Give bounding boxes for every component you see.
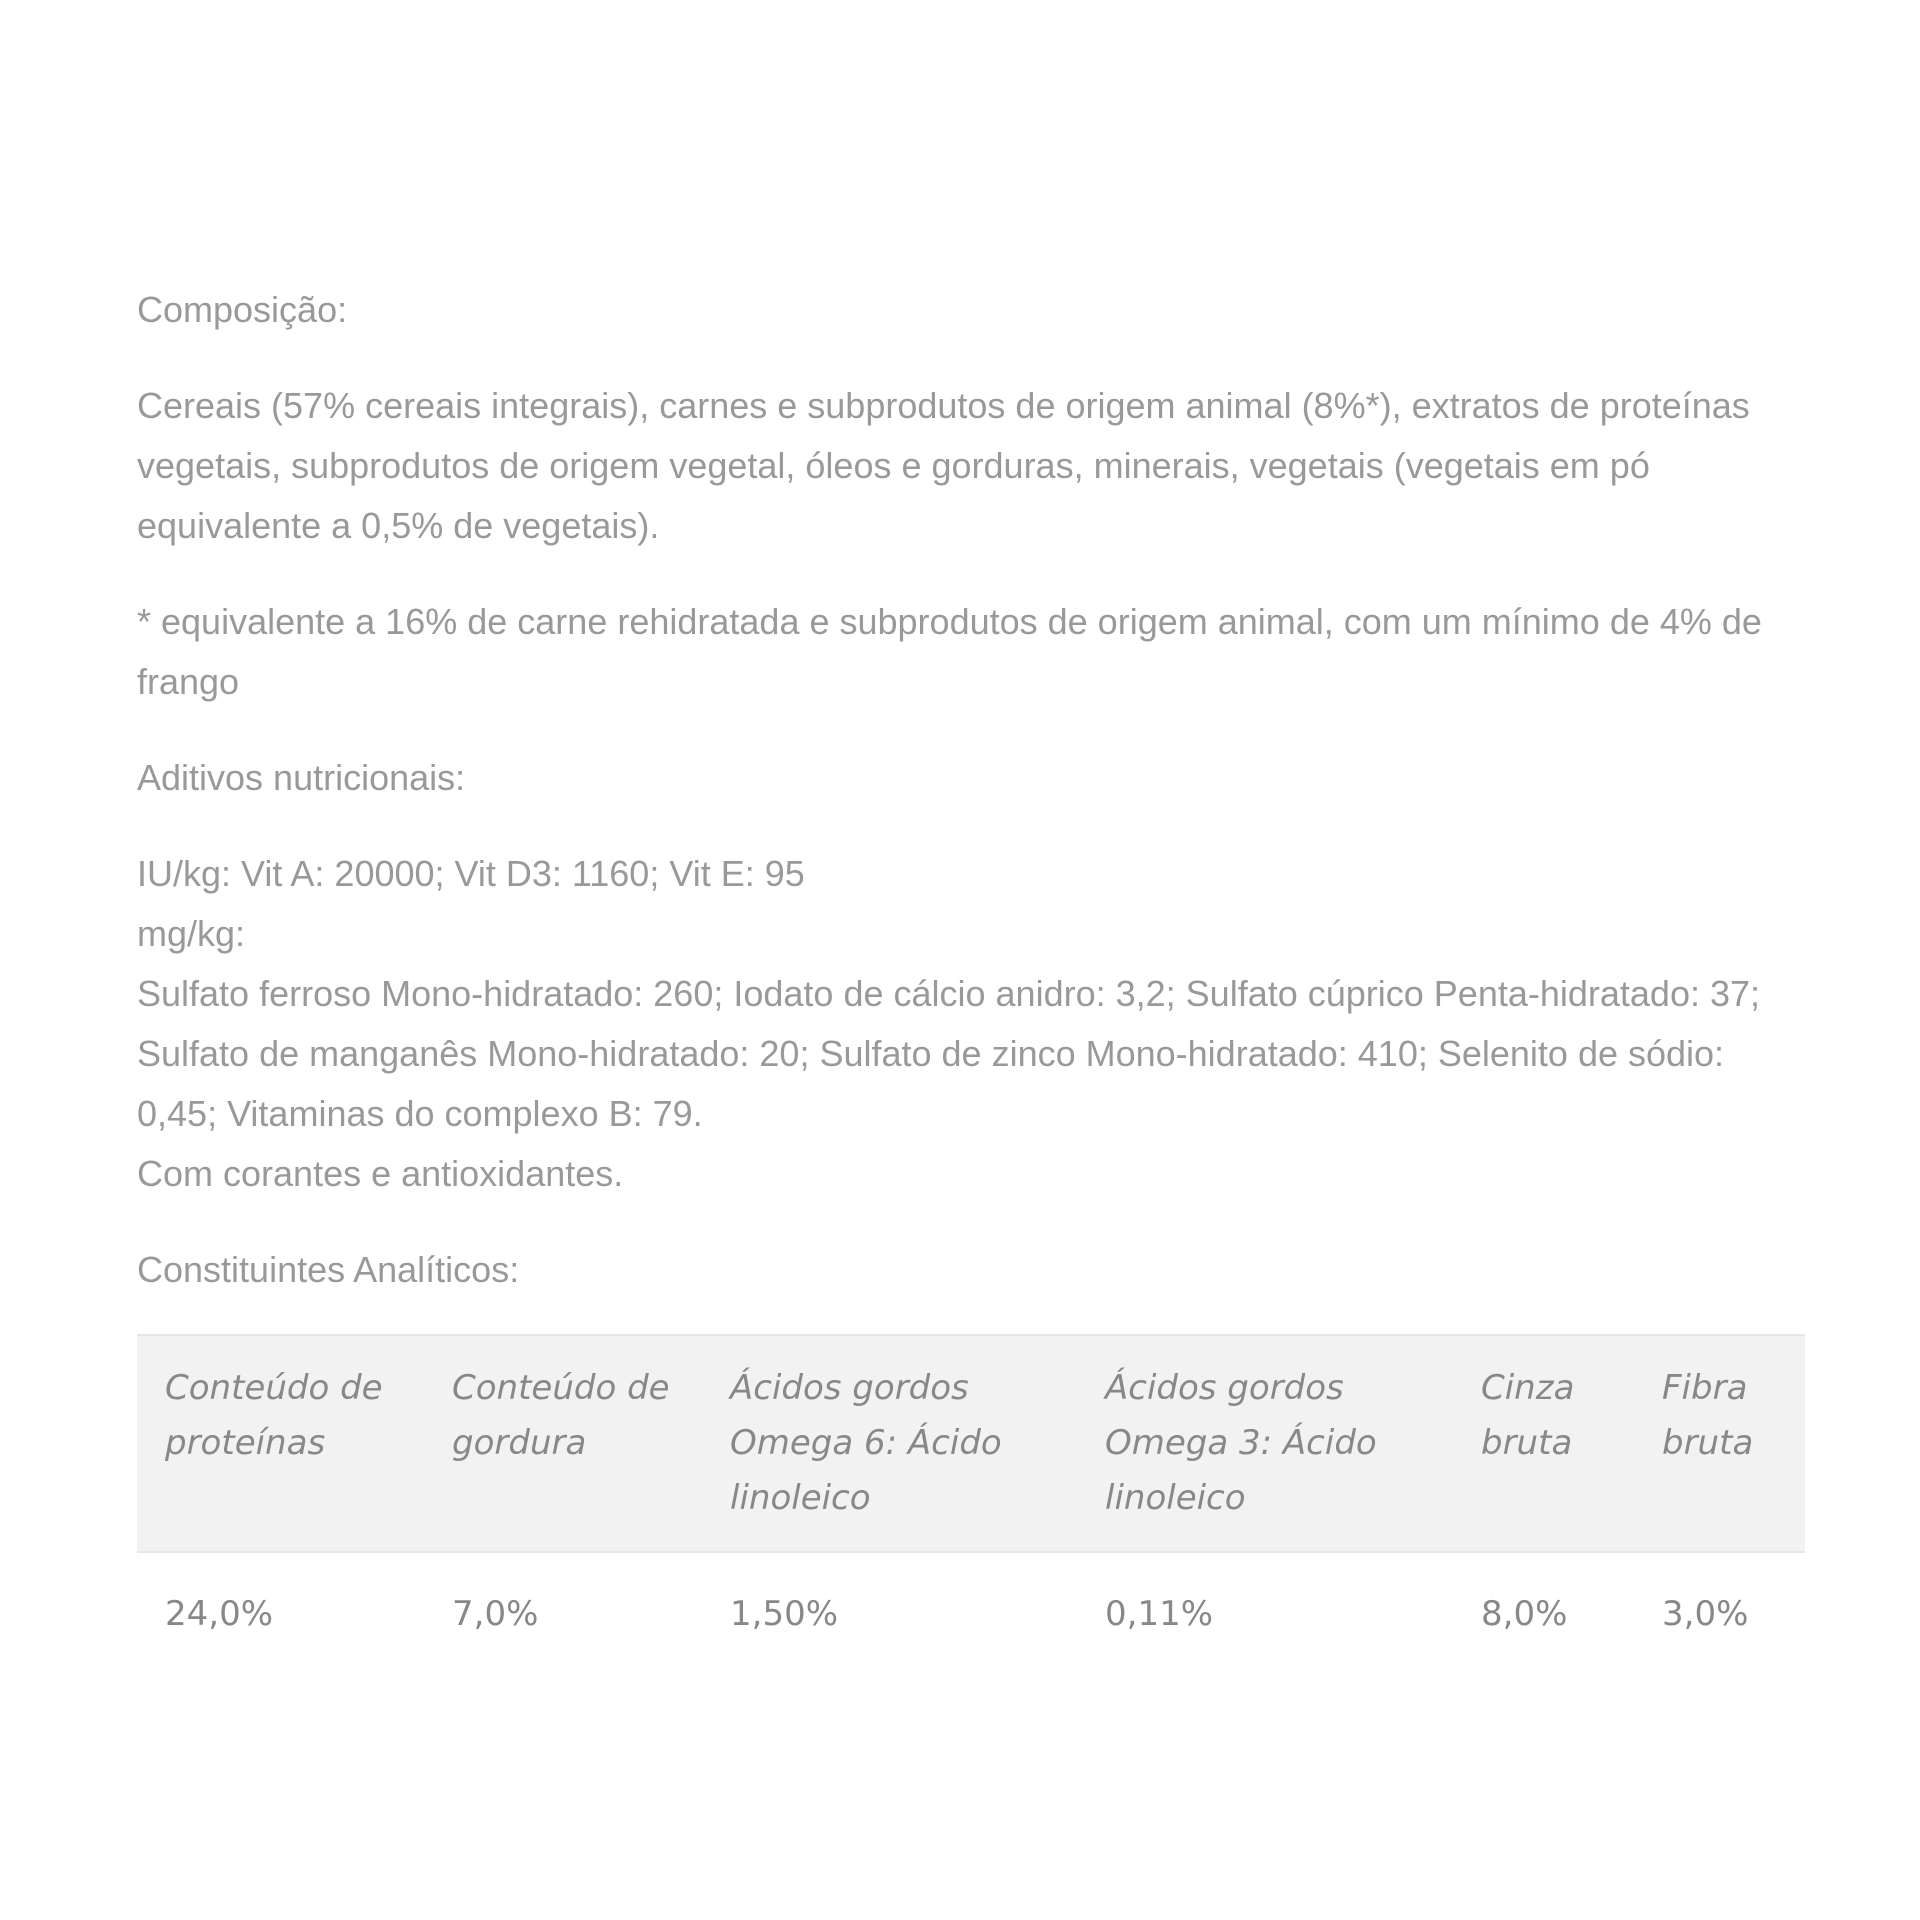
- table-cell: 1,50%: [730, 1594, 839, 1634]
- composition-footnote: * equivalente a 16% de carne rehidratada e subprodutos de origem animal, com um mínimo de 4% de frango: [137, 601, 1762, 702]
- table-cell: 0,11%: [1105, 1594, 1214, 1634]
- table-cell: 24,0%: [165, 1594, 274, 1634]
- analytical-constituents-table: [137, 1334, 1805, 1672]
- table-header-cell: Fibra bruta: [1662, 1368, 1754, 1463]
- additives-line: mg/kg:: [137, 913, 246, 954]
- table-header-cell: Ácidos gordos Omega 3: Ácido linoleico: [1105, 1368, 1377, 1518]
- table-header-cell: Conteúdo de proteínas: [165, 1368, 383, 1463]
- table-header-cell: Ácidos gordos Omega 6: Ácido linoleico: [730, 1368, 1002, 1518]
- table-header-cell: Cinza bruta: [1481, 1368, 1575, 1463]
- additives-text: [137, 844, 1805, 1204]
- composition-text: Cereais (57% cereais integrais), carnes e subprodutos de origem animal (8%*), extratos de proteínas vegetais, subprodutos de origem vegetal, óleos e gorduras, minerais, vegetais (vegetais em pó equivalente a 0,5% de vegetais).: [137, 385, 1750, 546]
- additives-line: IU/kg: Vit A: 20000; Vit D3: 1160; Vit E: 95: [137, 853, 805, 894]
- additives-line: Sulfato ferroso Mono-hidratado: 260; Iodato de cálcio anidro: 3,2; Sulfato cúprico Penta-hidratado: 37; Sulfato de manganês Mono-hidratado: 20; Sulfato de zinco Mono-hidratado: 410; Selenito de sódio: 0,45; Vitaminas do complexo B: 79.: [137, 973, 1761, 1134]
- table-cell: 3,0%: [1662, 1594, 1749, 1634]
- product-composition: [137, 280, 1805, 1672]
- table-row: [137, 1552, 1805, 1672]
- table-cell: 8,0%: [1481, 1594, 1568, 1634]
- composition-heading: Composição:: [137, 289, 348, 330]
- additives-line: Com corantes e antioxidantes.: [137, 1153, 624, 1194]
- additives-heading: Aditivos nutricionais:: [137, 757, 466, 798]
- table-header-row: [137, 1335, 1805, 1552]
- analytical-table-wrapper: [137, 1334, 1805, 1672]
- table-cell: 7,0%: [452, 1594, 539, 1634]
- table-header-cell: Conteúdo de gordura: [452, 1368, 670, 1463]
- analytical-heading: Constituintes Analíticos:: [137, 1249, 520, 1290]
